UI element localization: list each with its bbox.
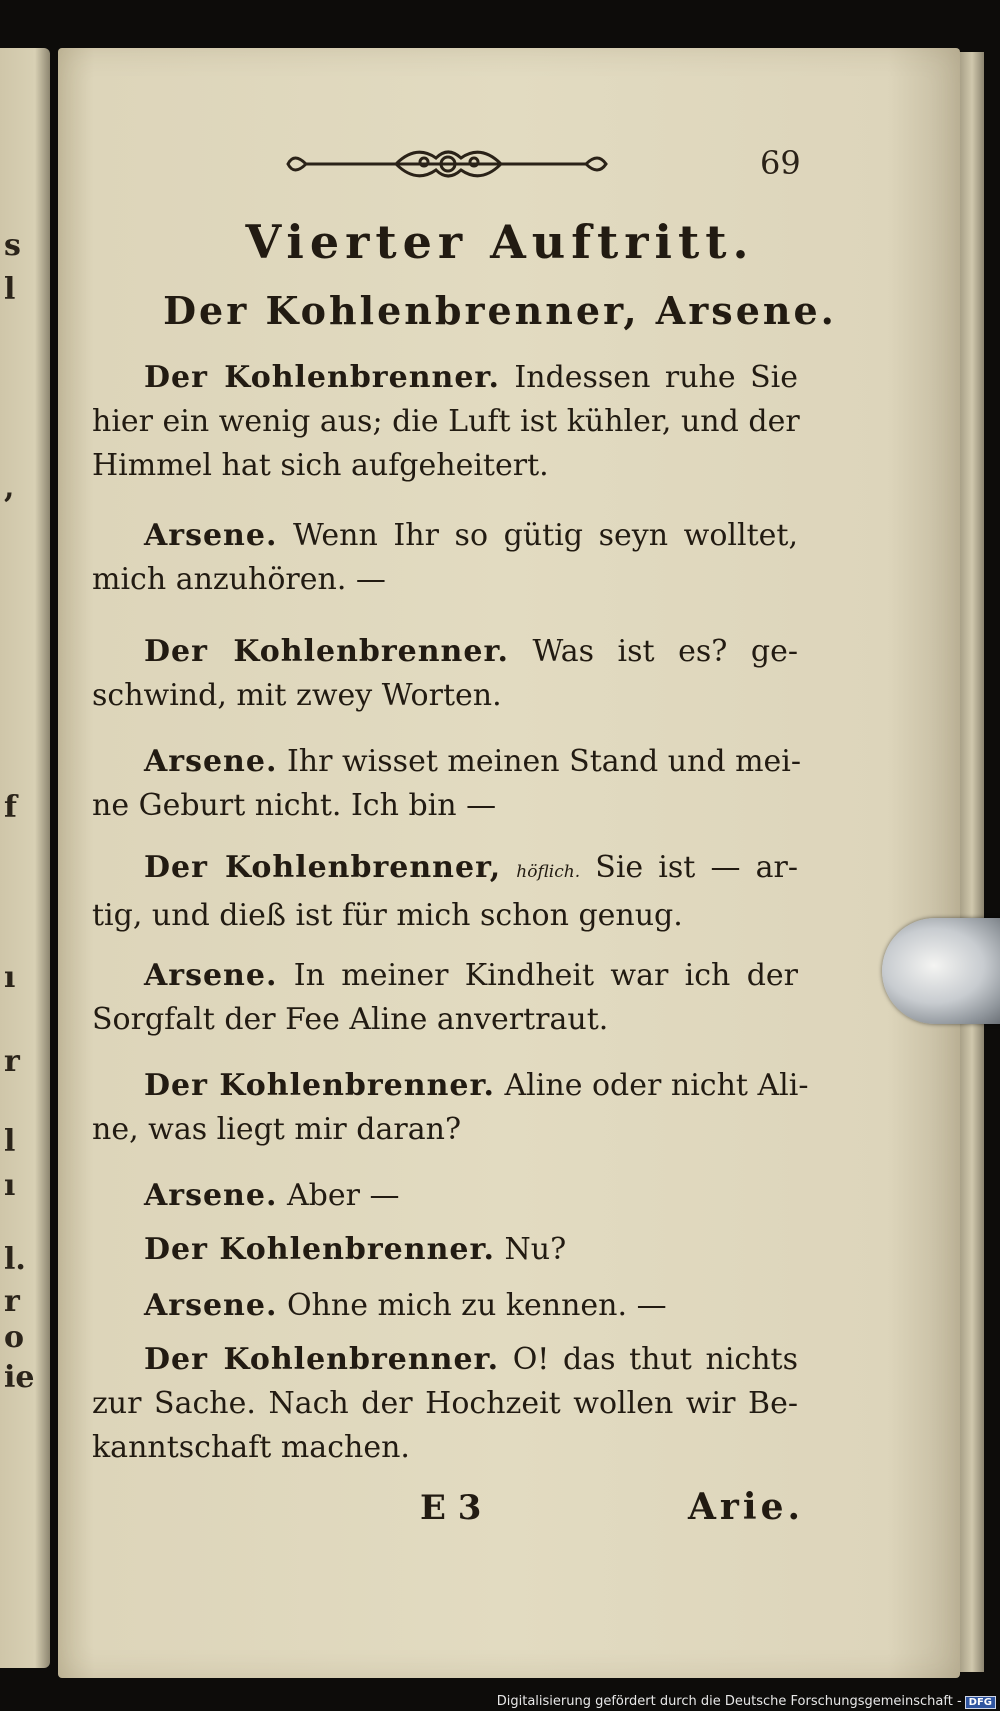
dialogue-block xyxy=(92,1064,809,1152)
line-text: kanntschaft machen. xyxy=(92,1430,410,1465)
left-page-glyph: f xyxy=(4,790,17,825)
line-text: Sie ist — ar- xyxy=(595,850,798,885)
left-page-glyph: s xyxy=(4,228,21,263)
dialogue-block xyxy=(92,1284,798,1328)
speaker-name: Der Kohlenbrenner. xyxy=(144,634,509,669)
dialogue-line xyxy=(92,400,798,444)
left-page-glyph: l xyxy=(4,1124,16,1159)
speaker-name: Der Kohlenbrenner. xyxy=(144,360,500,395)
line-text: Was ist es? ge- xyxy=(532,634,798,669)
line-text: Ohne mich zu kennen. — xyxy=(286,1288,667,1323)
dialogue-block xyxy=(92,1174,798,1218)
left-page-glyph: ı xyxy=(4,960,16,995)
line-text: Wenn Ihr so gütig seyn wolltet, xyxy=(293,518,798,553)
speaker-name: Arsene. xyxy=(144,958,278,993)
scene-title: Vierter Auftritt. xyxy=(245,215,755,269)
footer-text: Digitalisierung gefördert durch die Deutsche Forschungsgemeinschaft - xyxy=(496,1694,962,1709)
line-text: hier ein wenig aus; die Luft ist kühler, und der xyxy=(92,404,800,439)
speaker-name: Der Kohlenbrenner. xyxy=(144,1232,495,1267)
left-page-glyph: r xyxy=(4,1284,20,1319)
dialogue-line xyxy=(92,356,798,400)
speaker-name: Arsene. xyxy=(144,1178,278,1213)
dialogue-line xyxy=(92,1174,798,1218)
dialogue-line xyxy=(92,1064,809,1108)
line-text: tig, und dieß ist für mich schon genug. xyxy=(92,898,683,933)
dialogue-block xyxy=(92,356,798,488)
printer-ornament xyxy=(286,142,611,186)
line-text: Nu? xyxy=(504,1232,567,1267)
dialogue-line xyxy=(92,444,798,488)
left-page-glyph: ie xyxy=(4,1360,35,1395)
speaker-name: Arsene. xyxy=(144,1288,278,1323)
line-text: mich anzuhören. — xyxy=(92,562,386,597)
dialogue-block xyxy=(92,630,798,718)
dialogue-line xyxy=(92,1228,798,1272)
line-text: Sorgfalt der Fee Aline anvertraut. xyxy=(92,1002,609,1037)
dialogue-line xyxy=(92,558,798,602)
line-text: Indessen ruhe Sie xyxy=(514,360,798,395)
dialogue-line xyxy=(92,674,798,718)
dialogue-line xyxy=(92,1382,798,1426)
digitization-footer xyxy=(0,1694,996,1709)
dialogue-block xyxy=(92,740,802,828)
line-text: Aline oder nicht Ali- xyxy=(504,1068,809,1103)
line-text: ne, was liegt mir daran? xyxy=(92,1112,462,1147)
line-text: Aber — xyxy=(286,1178,400,1213)
dialogue-line xyxy=(92,846,798,894)
speaker-name: Der Kohlenbrenner. xyxy=(144,1342,500,1377)
dialogue-block xyxy=(92,1228,798,1272)
line-text: ne Geburt nicht. Ich bin — xyxy=(92,788,497,823)
dialogue-block xyxy=(92,514,798,602)
dfg-logo: DFG xyxy=(965,1696,996,1709)
left-page-glyph: ı xyxy=(4,1168,16,1203)
speaker-name: Der Kohlenbrenner. xyxy=(144,1068,495,1103)
dialogue-line xyxy=(92,1284,798,1328)
dialogue-line xyxy=(92,1426,798,1470)
line-text: zur Sache. Nach der Hochzeit wollen wir Be- xyxy=(92,1386,798,1421)
page-number: 69 xyxy=(760,144,801,182)
dialogue-line xyxy=(92,740,802,784)
left-page-glyph: l. xyxy=(4,1242,26,1277)
dialogue-block xyxy=(92,954,798,1042)
page-clip xyxy=(882,918,1000,1024)
speaker-name: Der Kohlenbrenner, xyxy=(144,850,502,885)
speaker-name: Arsene. xyxy=(144,518,278,553)
dialogue-block xyxy=(92,1338,798,1470)
dialogue-line xyxy=(92,954,798,998)
stage-direction: höflich. xyxy=(516,862,581,882)
left-page-glyph: o xyxy=(4,1320,25,1355)
dialogue-line xyxy=(92,1108,798,1152)
line-text: In meiner Kindheit war ich der xyxy=(293,958,798,993)
dialogue-block xyxy=(92,846,798,938)
dialogue-line xyxy=(92,1338,798,1382)
signature-mark: E 3 xyxy=(420,1488,482,1528)
line-text: schwind, mit zwey Worten. xyxy=(92,678,502,713)
left-page-glyph: , xyxy=(4,470,15,505)
dialogue-line xyxy=(92,894,798,938)
left-page-glyph: r xyxy=(4,1044,20,1079)
line-text: Himmel hat sich aufgeheitert. xyxy=(92,448,549,483)
left-page-glyph: l xyxy=(4,272,16,307)
line-text: O! das thut nichts xyxy=(512,1342,798,1377)
scene-characters: Der Kohlenbrenner, Arsene. xyxy=(163,288,837,333)
dialogue-line xyxy=(92,998,798,1042)
speaker-name: Arsene. xyxy=(144,744,278,779)
dialogue-line xyxy=(92,784,798,828)
dialogue-line xyxy=(92,514,798,558)
catchword: Arie. xyxy=(688,1486,805,1528)
line-text: Ihr wisset meinen Stand und mei- xyxy=(286,744,802,779)
dialogue-line xyxy=(92,630,798,674)
